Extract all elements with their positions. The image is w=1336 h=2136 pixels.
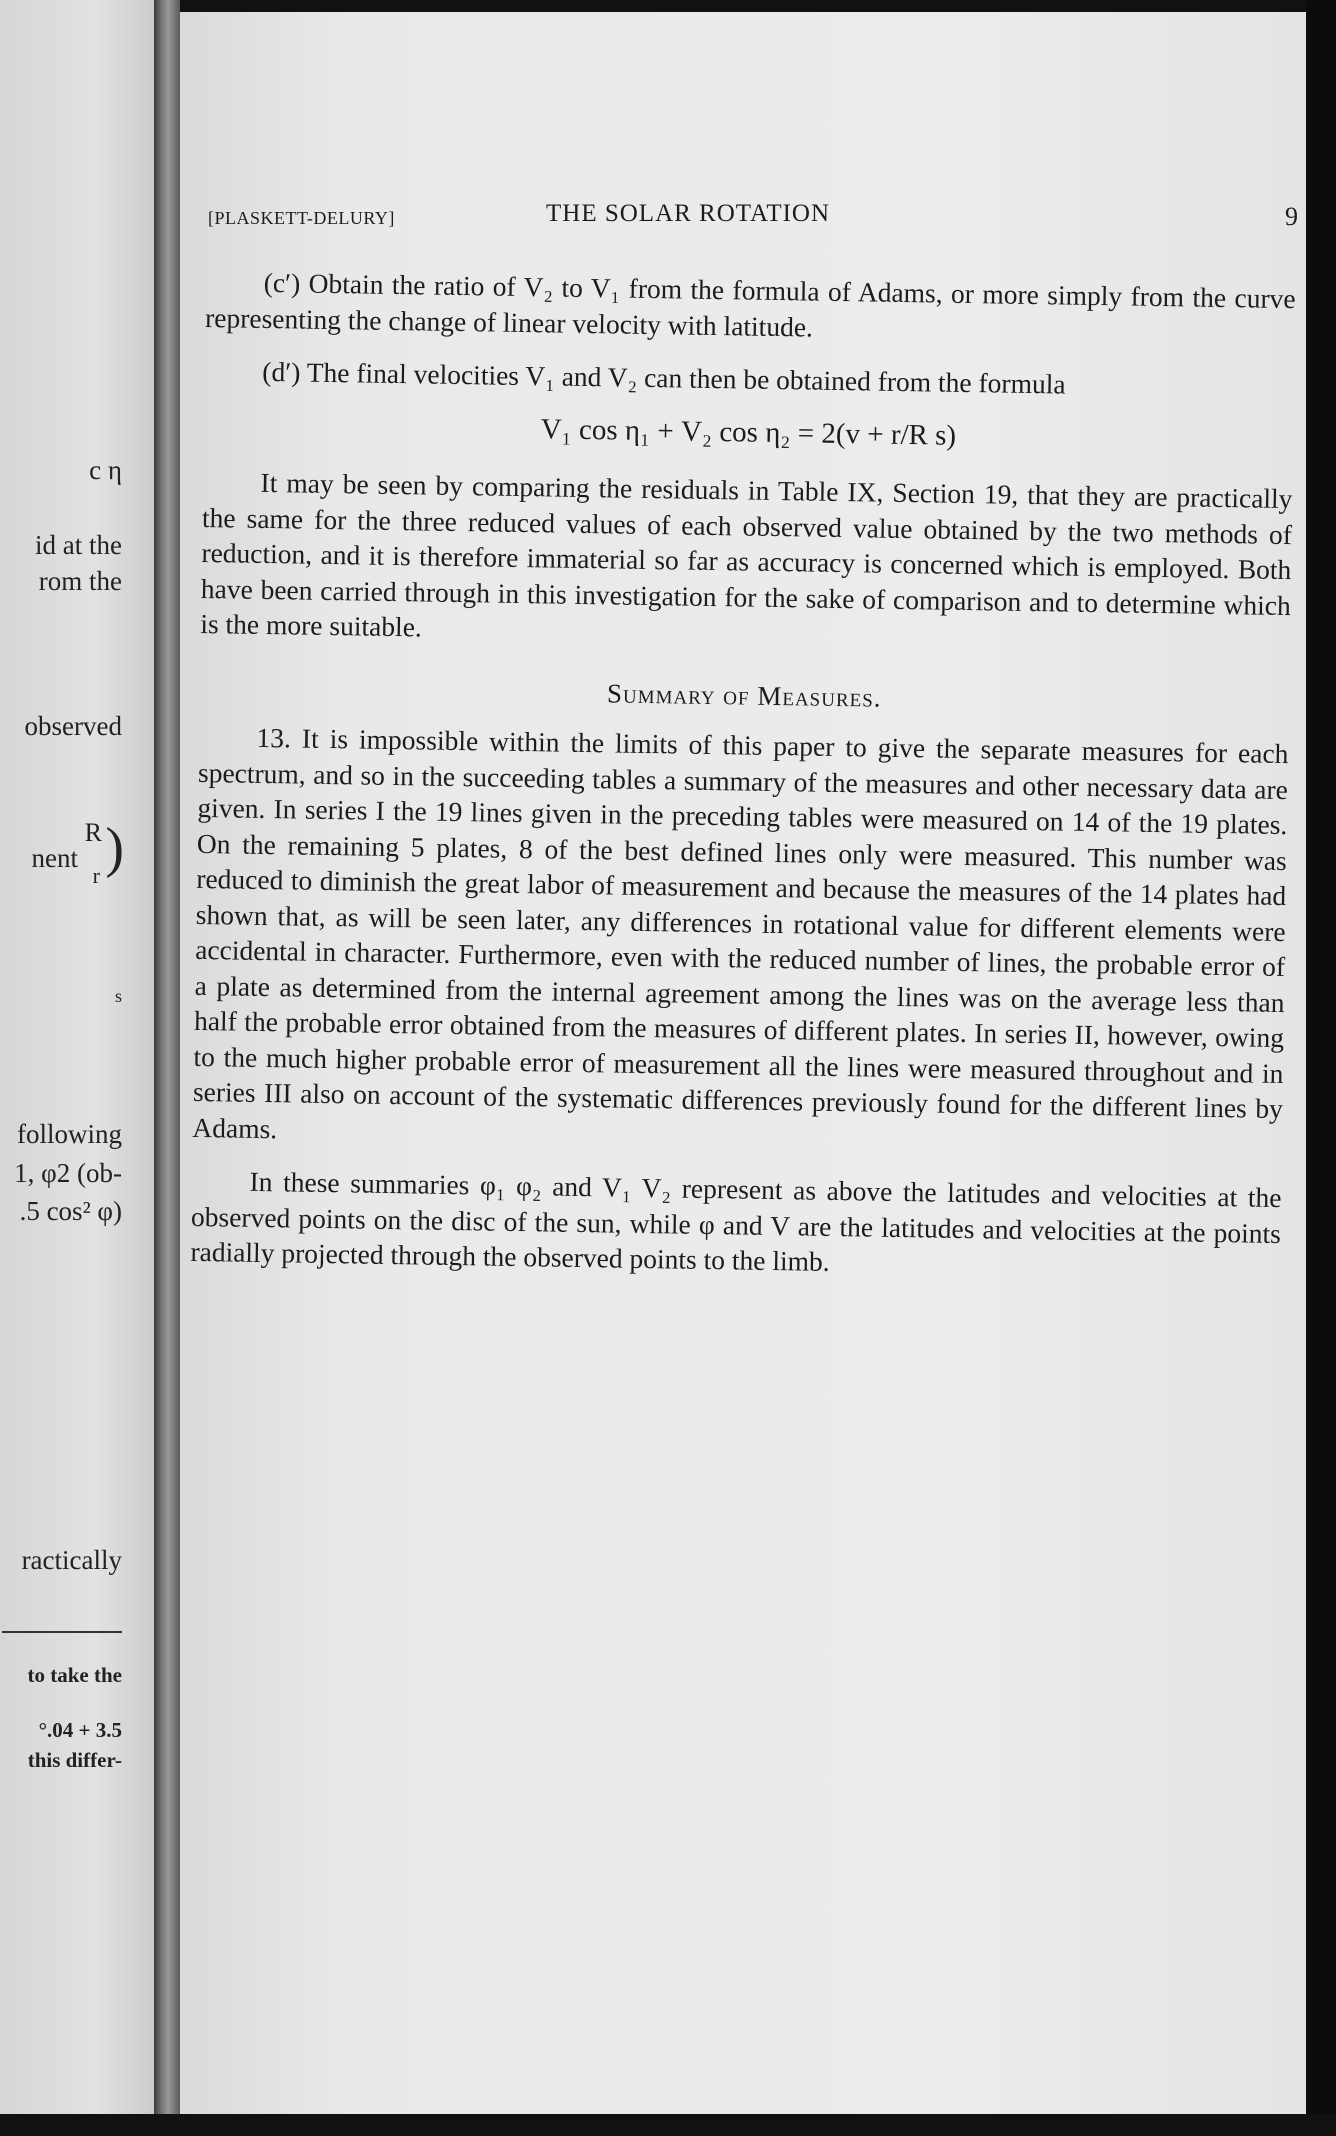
left-fragment-line: nent [31,843,78,873]
left-fragment-line: s [114,986,122,1006]
left-fragment-line: observed [24,711,122,741]
book-page [180,12,1306,2114]
velocity-formula: V₁ cos η₁ + V₂ cos η₂ = 2(v + r/R s) [540,412,957,452]
paragraph-13: 13. It is impossible within the limits of this paper to give the separate measures for each spectrum, and so in the succeeding tables a summary of the measures and other necessary data are given. In series I the 19 lines given in the preceding tables were measured on 14 of the 19 plates. On the remaining 5 plates, 8 of the best defined lines only were measured. This number was reduced to diminish the great labor of measurement and because the measures of the 14 plates had shown that, as will be seen later, any differences in rotational value for different elements were accidental in character. Furthermore, even with the reduced number of lines, the probable error of a plate as determined from the internal agreement among the lines was on the average less than half the probable error obtained from the measures of different plates. In series II, however, owing to the much higher probable error of measurement all the lines were measured throughout and in series III also on account of the systematic differences previously found for the different lines by Adams. [192,721,1289,1144]
page-body [190,264,1296,1304]
page-header [208,200,1298,240]
paragraph-d-prime: (d′) The final velocities V₁ and V₂ can then be obtained from the formula [262,355,1066,400]
left-fragment-paren: ) [105,817,124,879]
left-fragment-footnote: this differ- [27,1748,122,1772]
running-head: [PLASKETT-DELURY] [208,208,395,228]
paragraph-summaries: In these summaries φ₁ φ₂ and V₁ V₂ represent as above the latitudes and velocities at the observed points on the disc of the sun, while φ and V are the latitudes and velocities at the points radially projected through the observed points to the limb. [190,1165,1282,1277]
scan-border-bottom [0,2114,1336,2136]
section-heading: Summary of Measures. [606,677,882,713]
left-fragment-line: following [17,1119,122,1149]
left-fragment-line: .5 cos² φ) [19,1196,122,1226]
scan-border-right [1306,0,1336,2136]
paragraph-residuals: It may be seen by comparing the residuals in Table IX, Section 19, that they are practically the same for the three reduced values of each observed value obtained by the two methods of reduction, and it is therefore immaterial so far as accuracy is concerned which is employed. Both have been carried through in this investigation for the sake of comparison and to determine which is the more suitable. [200,466,1293,643]
left-fragment-line: id at the [35,530,122,560]
book-gutter [154,0,180,2136]
left-fragment-fraction-den: r [92,863,100,888]
scan-border-top [0,0,1336,12]
previous-page-fragment [0,0,160,2136]
footnote-rule [2,1631,122,1633]
left-fragment-footnote: to take the [27,1663,122,1687]
page-title: THE SOLAR ROTATION [546,200,831,227]
left-fragment-line: 1, φ2 (ob- [14,1158,122,1188]
paragraph-c-prime: (c′) Obtain the ratio of V₂ to V₁ from the formula of Adams, or more simply from the curve representing the change of linear velocity with latitude. [204,266,1296,343]
left-fragment-footnote: °.04 + 3.5 [38,1718,122,1742]
left-fragment-fraction-num: R [84,818,102,847]
left-fragment-line: c η [89,455,122,485]
left-fragment-line: ractically [21,1545,122,1575]
left-fragment-line: rom the [38,566,122,596]
page-number: 9 [1285,202,1298,231]
